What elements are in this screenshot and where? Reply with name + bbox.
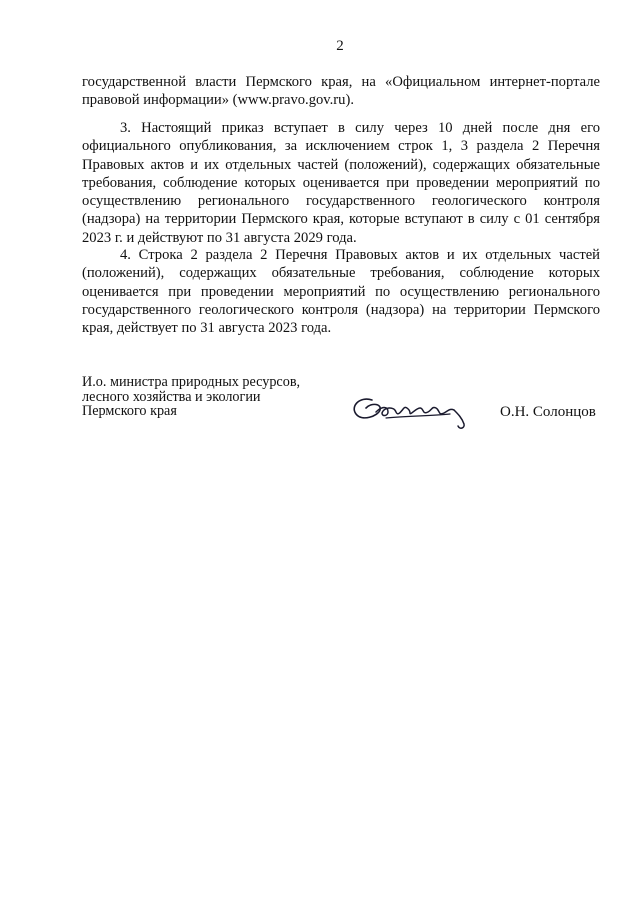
signatory-position-line-3: Пермского края xyxy=(82,403,177,419)
signatory-position-line-1: И.о. министра природных ресурсов, xyxy=(82,374,301,390)
signatory-name: О.Н. Солонцов xyxy=(500,404,596,420)
paragraph-continued-text: государственной власти Пермского края, на «Официальном интернет-портале правовой информации» (www.pravo.gov.ru). xyxy=(82,74,600,109)
paragraph-item-3-text: 3. Настоящий приказ вступает в силу через 10 дней после дня его официального опубликования, за исключением строк 1, 3 раздела 2 Перечня Правовых актов и их отдельных частей (положений), содержащих обязательные требования, соблюдение которых оценивается при проведении мероприятий по осуществлению регионального государственного геологического контроля (надзора) на территории Пермского края, которые вступают в силу с 01 сентября 2023 г. и действуют по 31 августа 2029 года. xyxy=(82,120,600,246)
paragraph-continued xyxy=(82,73,600,110)
paragraph-item-4-text: 4. Строка 2 раздела 2 Перечня Правовых актов и их отдельных частей (положений), содержащих обязательные требования, соблюдение которых оценивается при проведении мероприятий по осуществлению регионального государственного геологического контроля (надзора) на территории Пермского края, действует по 31 августа 2023 года. xyxy=(82,247,600,337)
paragraph-item-4 xyxy=(82,246,600,337)
paragraph-item-3 xyxy=(82,119,600,247)
signatory-position xyxy=(82,375,300,419)
handwritten-signature xyxy=(346,386,478,434)
page-number: 2 xyxy=(336,38,344,54)
signatory-position-line-2: лесного хозяйства и экологии xyxy=(82,388,261,405)
